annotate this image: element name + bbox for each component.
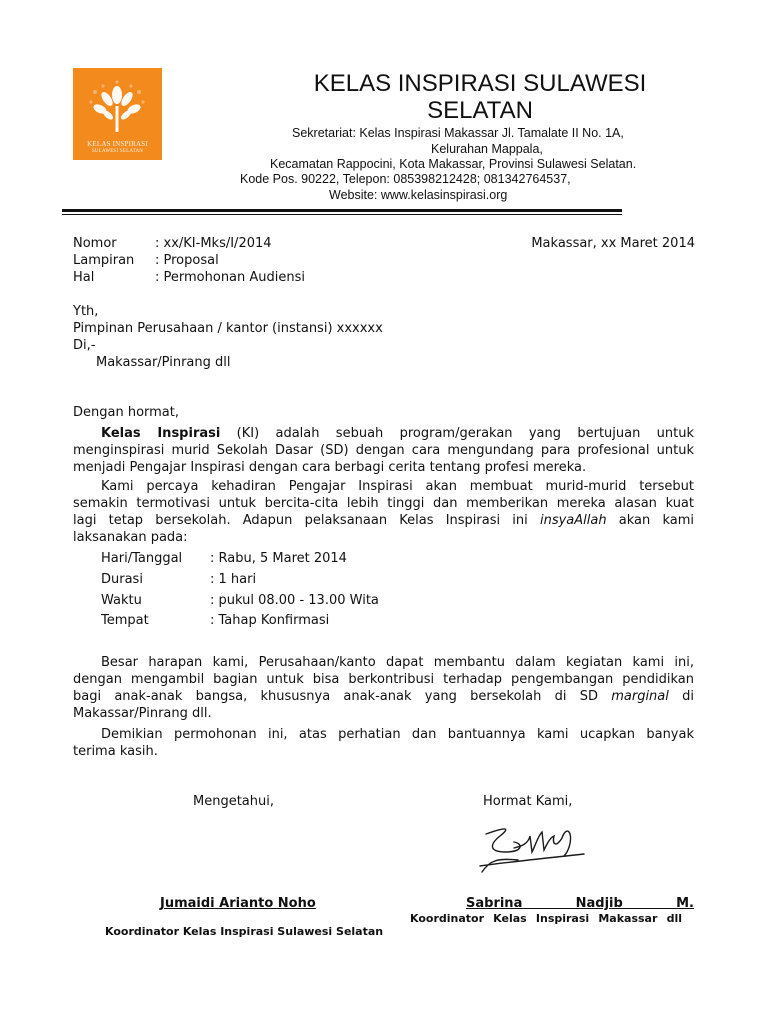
address-line-1: Sekretariat: Kelas Inspirasi Makassar Jl. Tamalate II No. 1A,: [292, 126, 624, 140]
schedule-label-duration: Durasi: [101, 572, 143, 587]
paragraph-1-line-2: menginspirasi murid Sekolah Dasar (SD) dengan cara mengundang para profesional untuk: [73, 443, 694, 458]
insyaallah-text: insyaAllah: [539, 513, 607, 528]
program-name: Kelas Inspirasi: [101, 426, 221, 441]
nomor-value: : xx/KI-Mks/I/2014: [155, 236, 272, 251]
greeting: Dengan hormat,: [73, 405, 180, 420]
paragraph-3-line-1: Besar harapan kami, Perusahaan/kanto dapat membantu dalam kegiatan kami ini,: [101, 655, 694, 670]
header-title-line1: KELAS INSPIRASI SULAWESI: [313, 70, 647, 97]
paragraph-3-line-3-text-b: di: [682, 689, 694, 704]
right-signature-heading: Hormat Kami,: [483, 794, 573, 809]
handwritten-signature: [478, 822, 588, 884]
organization-logo: [73, 68, 162, 160]
header-divider-thin: [62, 214, 622, 215]
left-signatory-name: Jumaidi Arianto Noho: [160, 896, 316, 911]
logo-subtext: SULAWESI SELATAN: [91, 149, 144, 154]
lampiran-value: : Proposal: [155, 253, 219, 268]
paragraph-3-line-3-text-a: bagi anak-anak bangsa, khususnya anak-anak yang bersekolah di SD: [73, 689, 598, 704]
schedule-value-day: : Rabu, 5 Maret 2014: [210, 551, 347, 566]
hal-label: Hal: [73, 270, 95, 285]
schedule-value-time: : pukul 08.00 - 13.00 Wita: [210, 593, 379, 608]
right-signatory-name: Sabrina Nadjib M.: [466, 896, 694, 911]
recipient-place: Makassar/Pinrang dll: [96, 355, 231, 370]
left-signature-heading: Mengetahui,: [193, 794, 274, 809]
right-signatory-role: Koordinator Kelas Inspirasi Makassar dll: [410, 912, 682, 925]
left-signatory-role: Koordinator Kelas Inspirasi Sulawesi Selatan: [105, 925, 384, 938]
header-title-line2: SELATAN: [427, 97, 533, 124]
paragraph-3-line-3: [73, 688, 694, 705]
paragraph-2-line-3-text-a: lagi tetap bersekolah. Adapun pelaksanaan Kelas Inspirasi ini: [73, 513, 528, 528]
paragraph-2-line-3-text-b: akan kami: [618, 513, 694, 528]
hal-value: : Permohonan Audiensi: [155, 270, 306, 285]
signature-drawing: [478, 822, 588, 880]
header-divider-thick: [62, 209, 622, 212]
website-line: Website: www.kelasinspirasi.org: [329, 188, 508, 202]
paragraph-1-line-1-text: (KI) adalah sebuah program/gerakan yang bertujuan untuk: [220, 426, 694, 441]
address-line-2: Kelurahan Mappala,: [431, 142, 543, 156]
paragraph-2-line-3: [73, 512, 694, 529]
address-line-3: Kecamatan Rappocini, Kota Makassar, Provinsi Sulawesi Selatan.: [270, 157, 637, 171]
recipient-yth: Yth,: [73, 304, 99, 319]
paragraph-3-line-2: dengan mengambil bagian untuk bisa berkontribusi terhadap pengembangan pendidikan: [73, 672, 694, 687]
address-line-4: Kode Pos. 90222, Telepon: 085398212428; 081342764537,: [240, 172, 571, 186]
paragraph-2-line-2: semakin termotivasi untuk bercita-cita lebih tinggi dan memberikan mereka alasan kuat: [73, 496, 694, 511]
paragraph-3-line-4: Makassar/Pinrang dll.: [73, 706, 212, 721]
paragraph-4-line-1: Demikian permohonan ini, atas perhatian dan bantuannya kami ucapkan banyak: [101, 727, 694, 742]
paragraph-2-line-4: laksanakan pada:: [73, 530, 188, 545]
schedule-value-duration: : 1 hari: [210, 572, 257, 587]
paragraph-4-line-2: terima kasih.: [73, 744, 158, 759]
recipient-name: Pimpinan Perusahaan / kantor (instansi) xxxxxx: [73, 321, 383, 336]
schedule-label-day: Hari/Tanggal: [101, 551, 183, 566]
paragraph-1-line-3: menjadi Pengajar Inspirasi dengan cara berbagi cerita tentang profesi mereka.: [73, 460, 587, 475]
logo-text: KELAS INSPIRASI: [87, 140, 148, 148]
schedule-label-place: Tempat: [101, 613, 149, 628]
marginal-text: marginal: [611, 689, 669, 704]
schedule-label-time: Waktu: [101, 593, 142, 608]
letter-date: Makassar, xx Maret 2014: [531, 236, 695, 251]
nomor-label: Nomor: [73, 236, 117, 251]
paragraph-1-line-1: [73, 425, 694, 442]
lampiran-label: Lampiran: [73, 253, 135, 268]
recipient-di: Di,-: [73, 338, 96, 353]
schedule-value-place: : Tahap Konfirmasi: [210, 613, 330, 628]
paragraph-2-line-1: Kami percaya kehadiran Pengajar Inspirasi akan membuat murid-murid tersebut: [101, 479, 694, 494]
